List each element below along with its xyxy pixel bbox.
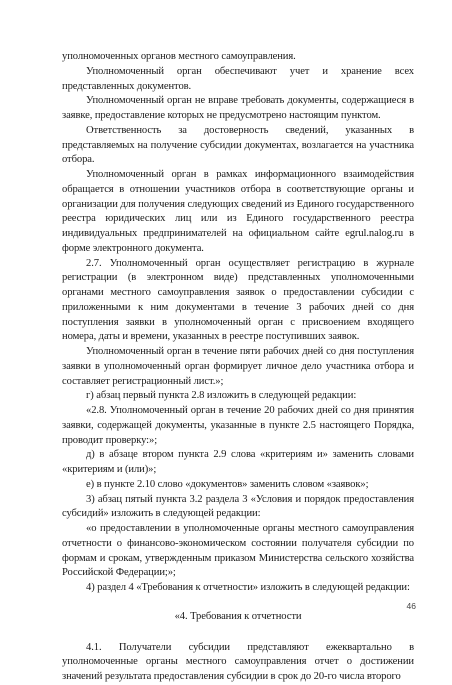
paragraph: «о предоставлении в уполномоченные органы местного самоуправления отчетности о финансово-экономическом состоянии получателя субсидии по формам и срокам, утвержденным приказом Министерства сельского хозяйства Российской Федерации;»; xyxy=(62,523,414,579)
paragraph: е) в пункте 2.10 слово «документов» заменить словом «заявок»; xyxy=(86,478,369,490)
paragraph: Уполномоченный орган обеспечивают учет и хранение всех представленных документов. xyxy=(62,65,414,92)
paragraphs-after-heading xyxy=(62,641,414,685)
page-number: 46 xyxy=(406,601,416,611)
paragraph: г) абзац первый пункта 2.8 изложить в следующей редакции: xyxy=(86,390,357,402)
paragraph: д) в абзаце втором пункта 2.9 слова «критериям и» заменить словами «критериям и (или)»; xyxy=(62,449,414,475)
paragraphs-before-heading xyxy=(62,50,414,596)
section-heading: «4. Требования к отчетности xyxy=(174,610,302,622)
paragraph: 3) абзац пятый пункта 3.2 раздела 3 «Условия и порядок предоставления субсидий» изложить в следующей редакции: xyxy=(62,493,414,520)
paragraph: уполномоченных органов местного самоуправления. xyxy=(62,51,296,62)
paragraph: Уполномоченный орган не вправе требовать документы, содержащиеся в заявке, предоставление которых не предусмотрено настоящим пунктом. xyxy=(62,95,414,121)
paragraph: Ответственность за достоверность сведений, указанных в представляемых на получение субсидии документах, возлагается на участника отбора. xyxy=(62,124,414,166)
paragraph: 2.7. Уполномоченный орган осуществляет регистрацию в журнале регистрации (в электронном виде) представленных уполномоченными органами местного самоуправления заявок о предоставлении субсидии с приложенными к ним документами в течение 3 рабочих дней со дня поступления заявки в уполномоченный орган с присвоением входящего номера, даты и времени, указанных в реестре поступивших заявок. xyxy=(62,257,414,343)
paragraph: 4) раздел 4 «Требования к отчетности» изложить в следующей редакции: xyxy=(86,582,410,593)
paragraph: 4.1. Получатели субсидии представляют ежеквартально в уполномоченные органы местного самоуправления отчет о достижении значений результата предоставления субсидии в срок до 20-го числа второго xyxy=(62,641,414,682)
paragraph: Уполномоченный орган в течение пяти рабочих дней со дня поступления заявки в уполномоченный орган формирует личное дело участника отбора и составляет регистрационный лист.»; xyxy=(62,346,414,387)
document-body xyxy=(62,50,414,685)
paragraph: Уполномоченный орган в рамках информационного взаимодействия обращается в отношении участников отбора в соответствующие органы и организации для получения следующих сведений из Единого государственного реестра юридических лиц или из Единого государственного реестра индивидуальных предпринимателей на официальном сайте egrul.nalog.ru в форме электронного документа. xyxy=(62,169,414,254)
paragraph: «2.8. Уполномоченный орган в течение 20 рабочих дней со дня принятия заявки, содержащей документы, указанные в пункте 2.5 настоящего Порядка, проводит проверку:»; xyxy=(62,405,414,446)
